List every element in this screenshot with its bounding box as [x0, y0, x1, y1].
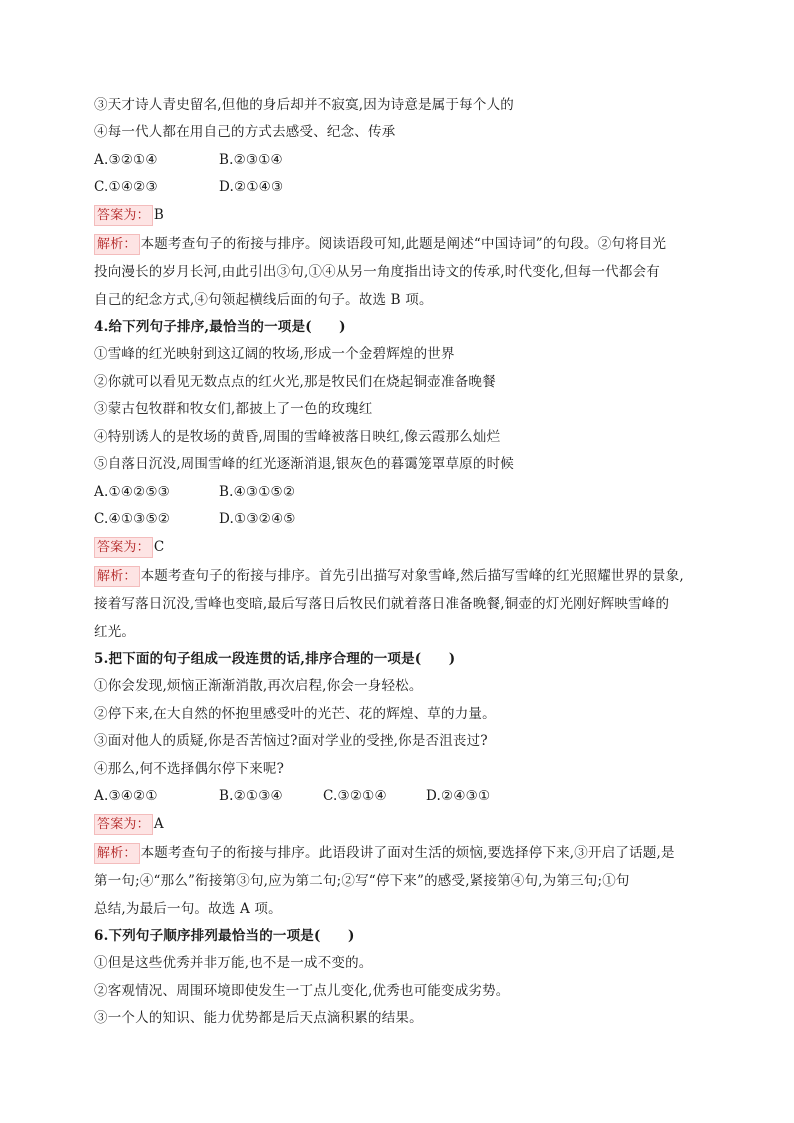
q4-item-3: ③蒙古包牧群和牧女们,都披上了一色的玫瑰红	[94, 401, 373, 417]
q5-item-4: ④那么,何不选择偶尔停下来呢?	[94, 761, 285, 777]
q4-option-d: D.①③②④⑤	[219, 511, 296, 527]
q3-option-a: A.③②①④	[94, 152, 158, 168]
q3-item-3: ③天才诗人青史留名,但他的身后却并不寂寞,因为诗意是属于每个人的	[94, 97, 514, 113]
q4-stem: 4.给下列句子排序,最恰当的一项是( )	[94, 319, 346, 335]
q5-item-2: ②停下来,在大自然的怀抱里感受叶的光芒、花的辉煌、草的力量。	[94, 706, 496, 722]
q4-analysis-line-2: 接着写落日沉没,雪峰也变暗,最后写落日后牧民们就着落日准备晚餐,铜壶的灯光刚好辉映雪峰的	[94, 596, 670, 612]
q5-analysis-line-2: 第一句;④“那么”衔接第③句,应为第二句;②写“停下来”的感受,紧接第④句,为第三句;①句	[94, 873, 630, 889]
q5-analysis-line-3: 总结,为最后一句。故选 A 项。	[94, 901, 282, 917]
q3-option-b: B.②③①④	[219, 152, 283, 168]
q4-answer	[94, 537, 714, 558]
q4-analysis-line-3: 红光。	[94, 624, 136, 640]
analysis-tag: 解析：	[94, 234, 140, 255]
q5-option-d: D.②④③①	[426, 788, 491, 804]
q5-analysis-line-1	[94, 843, 714, 864]
q6-item-3: ③一个人的知识、能力优势都是后天点滴积累的结果。	[94, 1010, 423, 1026]
q3-options-row-2	[94, 177, 714, 197]
q5-options-row	[94, 786, 714, 806]
analysis-text: 本题考查句子的衔接与排序。阅读语段可知,此题是阐述“中国诗词”的句段。②句将目光	[140, 236, 667, 252]
analysis-text: 本题考查句子的衔接与排序。此语段讲了面对生活的烦恼,要选择停下来,③开启了话题,是	[140, 845, 675, 861]
answer-tag: 答案为：	[94, 205, 153, 226]
answer-value: C	[153, 539, 165, 555]
analysis-tag: 解析：	[94, 566, 140, 587]
answer-tag: 答案为：	[94, 537, 153, 558]
q5-answer	[94, 814, 714, 835]
q4-options-row-2	[94, 509, 714, 529]
q3-option-d: D.②①④③	[219, 179, 284, 195]
q3-answer	[94, 205, 714, 226]
q4-analysis-line-1	[94, 566, 714, 587]
q3-item-4: ④每一代人都在用自己的方式去感受、纪念、传承	[94, 124, 396, 140]
q3-options-row-1	[94, 150, 714, 170]
q4-item-2: ②你就可以看见无数点点的红火光,那是牧民们在烧起铜壶准备晚餐	[94, 374, 496, 390]
q6-item-1: ①但是这些优秀并非万能,也不是一成不变的。	[94, 955, 373, 971]
q4-item-4: ④特别诱人的是牧场的黄昏,周围的雪峰被落日映红,像云霞那么灿烂	[94, 429, 501, 445]
q4-option-a: A.①④②⑤③	[94, 484, 170, 500]
q6-stem: 6.下列句子顺序排列最恰当的一项是( )	[94, 928, 355, 944]
q5-option-b: B.②①③④	[219, 788, 283, 804]
answer-value: B	[153, 207, 164, 223]
q4-item-5: ⑤自落日沉没,周围雪峰的红光逐渐消退,银灰色的暮霭笼罩草原的时候	[94, 456, 514, 472]
q3-analysis-line-3: 自己的纪念方式,④句领起横线后面的句子。故选 B 项。	[94, 292, 433, 308]
q6-item-2: ②客观情况、周围环境即使发生一丁点儿变化,优秀也可能变成劣势。	[94, 983, 510, 999]
answer-tag: 答案为：	[94, 814, 153, 835]
q5-option-c: C.③②①④	[323, 788, 387, 804]
q5-item-3: ③面对他人的质疑,你是否苦恼过?面对学业的受挫,你是否沮丧过?	[94, 733, 488, 749]
q4-options-row-1	[94, 482, 714, 502]
q4-option-b: B.④③①⑤②	[219, 484, 296, 500]
answer-value: A	[153, 816, 164, 832]
q5-stem: 5.把下面的句子组成一段连贯的话,排序合理的一项是( )	[94, 651, 456, 667]
q5-option-a: A.③④②①	[94, 788, 158, 804]
analysis-text: 本题考查句子的衔接与排序。首先引出描写对象雪峰,然后描写雪峰的红光照耀世界的景象,	[140, 568, 684, 584]
q3-analysis-line-1	[94, 234, 714, 255]
q3-option-c: C.①④②③	[94, 179, 158, 195]
q3-analysis-line-2: 投向漫长的岁月长河,由此引出③句,①④从另一角度指出诗文的传承,时代变化,但每一代都会有	[94, 264, 660, 280]
analysis-tag: 解析：	[94, 843, 140, 864]
q4-option-c: C.④①③⑤②	[94, 511, 171, 527]
q5-item-1: ①你会发现,烦恼正渐渐消散,再次启程,你会一身轻松。	[94, 678, 423, 694]
q4-item-1: ①雪峰的红光映射到这辽阔的牧场,形成一个金碧辉煌的世界	[94, 346, 455, 362]
